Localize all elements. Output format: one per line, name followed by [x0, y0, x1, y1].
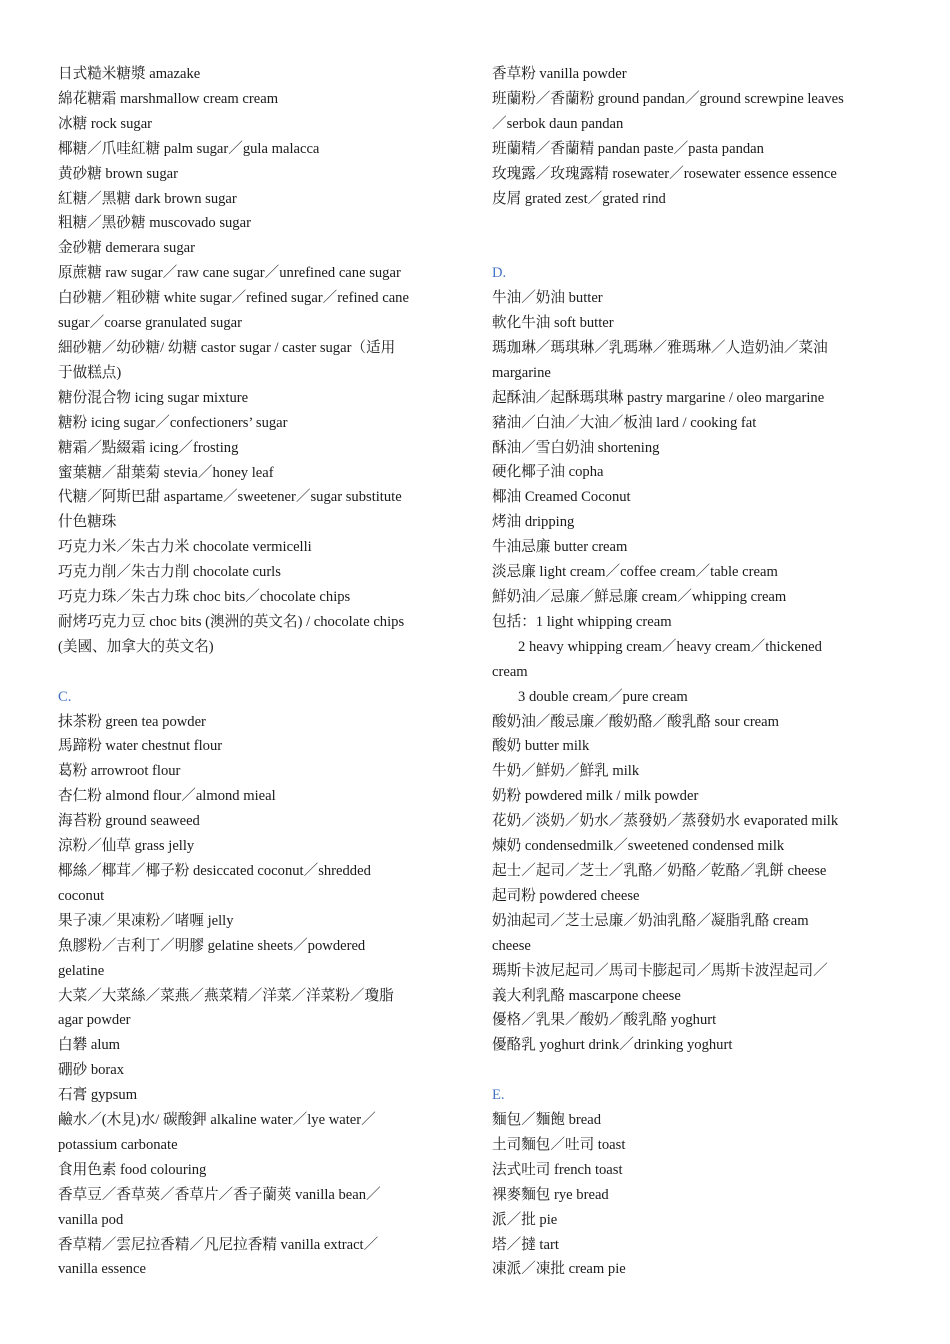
list-item: 于做糕点) — [58, 364, 122, 381]
list-item: 鹼水／(木見)水/ 碳酸鉀 alkaline water／lye water／ — [58, 1112, 376, 1129]
list-item: 椰糖／爪哇紅糖 palm sugar／gula malacca — [58, 140, 320, 157]
list-item: 玫瑰露／玫瑰露精 rosewater／rosewater essence essence — [492, 165, 837, 182]
list-item: 日式糙米糖漿 amazake — [58, 66, 201, 82]
list-item: 杏仁粉 almond flour／almond mieal — [58, 788, 276, 805]
list-item: 派／批 pie — [492, 1211, 558, 1228]
list-item: 起士／起司／芝士／乳酪／奶酪／乾酪／乳餅 cheese — [492, 862, 827, 879]
list-item: 魚膠粉／吉利丁／明膠 gelatine sheets／powdered — [58, 937, 366, 954]
right-middle-list — [492, 286, 902, 635]
section-heading-c: C. — [58, 688, 72, 705]
list-item: sugar／coarse granulated sugar — [58, 315, 242, 332]
right-bottom-list — [492, 1108, 902, 1282]
list-item: 烤油 dripping — [492, 514, 575, 531]
list-item: 白砂糖／粗砂糖 white sugar／refined sugar／refined cane — [58, 290, 409, 307]
list-item: 麵包／麵飽 bread — [492, 1112, 602, 1129]
list-item: 班蘭粉／香蘭粉 ground pandan／ground screwpine leaves — [492, 90, 844, 107]
section-heading-e: E. — [492, 1087, 505, 1104]
list-item: 什色糖珠 — [58, 514, 117, 531]
list-item: agar powder — [58, 1012, 131, 1029]
list-item: 淡忌廉 light cream／coffee cream／table cream — [492, 564, 778, 581]
list-item: 牛油忌廉 butter cream — [492, 539, 628, 556]
list-item: 果子凍／果凍粉／啫喱 jelly — [58, 912, 234, 929]
list-item: 酥油／雪白奶油 shortening — [492, 439, 660, 456]
list-item: 白礬 alum — [58, 1037, 121, 1054]
list-item: 金砂糖 demerara sugar — [58, 240, 195, 257]
list-item: vanilla essence — [58, 1261, 146, 1278]
list-item: 馬蹄粉 water chestnut flour — [58, 738, 223, 755]
list-item: 涼粉／仙草 grass jelly — [58, 838, 195, 855]
list-item: 硼砂 borax — [58, 1062, 125, 1079]
list-item: 班蘭精／香蘭精 pandan paste／pasta pandan — [492, 140, 764, 157]
list-item: 凍派／凍批 cream pie — [492, 1261, 626, 1278]
list-item: 海苔粉 ground seaweed — [58, 813, 200, 830]
list-item: 石膏 gypsum — [58, 1087, 138, 1104]
list-item: 起司粉 powdered cheese — [492, 887, 640, 904]
list-item: 塔／撻 tart — [492, 1236, 559, 1253]
list-item: 原蔗糖 raw sugar／raw cane sugar／unrefined cane sugar — [58, 265, 401, 282]
list-item: 黄砂糖 brown sugar — [58, 165, 178, 182]
list-item: 巧克力削／朱古力削 chocolate curls — [58, 564, 281, 581]
list-item: 義大利乳酪 mascarpone cheese — [492, 987, 681, 1004]
list-item: 香草豆／香草莢／香草片／香子蘭莢 vanilla bean／ — [58, 1186, 381, 1203]
list-item: 煉奶 condensedmilk／sweetened condensed milk — [492, 838, 785, 855]
list-item: 椰油 Creamed Coconut — [492, 489, 631, 506]
list-item: 瑪斯卡波尼起司／馬司卡膨起司／馬斯卡波涅起司／ — [492, 962, 828, 979]
list-item: 鮮奶油／忌廉／鮮忌廉 cream／whipping cream — [492, 589, 787, 606]
list-item: 裸麥麵包 rye bread — [492, 1186, 609, 1203]
list-item: 牛油／奶油 butter — [492, 290, 603, 307]
list-item: 粗糖／黑砂糖 muscovado sugar — [58, 215, 251, 232]
list-item: (美國、加拿大的英文名) — [58, 638, 214, 655]
list-item: ／serbok daun pandan — [492, 115, 624, 132]
list-item: 糖霜／點綴霜 icing／frosting — [58, 439, 239, 456]
list-item: 細砂糖／幼砂糖/ 幼糖 castor sugar / caster sugar（适用 — [58, 339, 396, 356]
list-item: 抹茶粉 green tea powder — [58, 713, 206, 730]
list-item: coconut — [58, 887, 105, 904]
list-item: 糖粉 icing sugar／confectioners’ sugar — [58, 414, 288, 431]
left-top-list — [58, 62, 468, 660]
list-item: 硬化椰子油 copha — [492, 464, 604, 481]
list-item: 3 double cream／pure cream — [518, 688, 688, 705]
list-item: 皮屑 grated zest／grated rind — [492, 190, 666, 207]
list-item: 土司麵包／吐司 toast — [492, 1136, 626, 1153]
list-item: 代糖／阿斯巴甜 aspartame／sweetener／sugar substitute — [58, 489, 402, 506]
list-item: 奶粉 powdered milk / milk powder — [492, 788, 699, 805]
left-column — [58, 62, 468, 1282]
list-item: 優格／乳果／酸奶／酸乳酪 yoghurt — [492, 1012, 717, 1029]
list-item: 包括：1 light whipping cream — [492, 613, 672, 630]
list-item: 花奶／淡奶／奶水／蒸發奶／蒸發奶水 evaporated milk — [492, 813, 839, 830]
list-item: 瑪珈琳／瑪琪琳／乳瑪琳／雅瑪琳／人造奶油／菜油 — [492, 339, 828, 356]
list-item: 耐烤巧克力豆 choc bits (澳洲的英文名) / chocolate chips — [58, 613, 405, 630]
spacer — [58, 660, 468, 685]
right-dairy-list — [492, 710, 902, 1059]
list-item: 豬油／白油／大油／板油 lard / cooking fat — [492, 414, 757, 431]
list-item: 法式吐司 french toast — [492, 1161, 623, 1178]
list-item: 優酪乳 yoghurt drink／drinking yoghurt — [492, 1037, 733, 1054]
list-item: 蜜葉糖／甜葉菊 stevia／honey leaf — [58, 464, 274, 481]
list-item: 冰糖 rock sugar — [58, 115, 153, 132]
spacer — [492, 211, 902, 261]
list-item: cheese — [492, 937, 531, 954]
list-item: 奶油起司／芝士忌廉／奶油乳酪／凝脂乳酪 cream — [492, 912, 809, 929]
list-item: cream — [492, 663, 528, 680]
list-item: 巧克力米／朱古力米 chocolate vermicelli — [58, 539, 312, 556]
spacer — [492, 1058, 902, 1083]
list-item: margarine — [492, 364, 551, 381]
list-item: 香草粉 vanilla powder — [492, 66, 627, 82]
list-item: 綿花糖霜 marshmallow cream cream — [58, 90, 279, 107]
list-item: 2 heavy whipping cream／heavy cream／thickened — [518, 638, 822, 655]
left-bottom-list — [58, 710, 468, 1283]
list-item: 大菜／大菜絲／菜燕／燕菜精／洋菜／洋菜粉／瓊脂 — [58, 987, 394, 1004]
list-item: 牛奶／鮮奶／鮮乳 milk — [492, 763, 640, 780]
list-item: potassium carbonate — [58, 1136, 178, 1153]
list-item: 起酥油／起酥瑪琪琳 pastry margarine / oleo margarine — [492, 389, 825, 406]
list-item: gelatine — [58, 962, 105, 979]
list-item: 食用色素 food colouring — [58, 1161, 207, 1178]
right-top-list — [492, 62, 902, 211]
list-item: 酸奶 butter milk — [492, 738, 590, 755]
right-column — [492, 62, 902, 1282]
list-item: 紅糖／黑糖 dark brown sugar — [58, 190, 237, 207]
list-item: 軟化牛油 soft butter — [492, 315, 614, 332]
list-item: 香草精／雲尼拉香精／凡尼拉香精 vanilla extract／ — [58, 1236, 379, 1253]
list-item: 糖份混合物 icing sugar mixture — [58, 389, 249, 406]
list-item: 椰絲／椰茸／椰子粉 desiccated coconut／shredded — [58, 862, 371, 879]
list-item: 葛粉 arrowroot flour — [58, 763, 181, 780]
section-heading-d: D. — [492, 265, 507, 282]
list-item: 酸奶油／酸忌廉／酸奶酪／酸乳酪 sour cream — [492, 713, 779, 730]
list-item: vanilla pod — [58, 1211, 124, 1228]
list-item: 巧克力珠／朱古力珠 choc bits／chocolate chips — [58, 589, 351, 606]
